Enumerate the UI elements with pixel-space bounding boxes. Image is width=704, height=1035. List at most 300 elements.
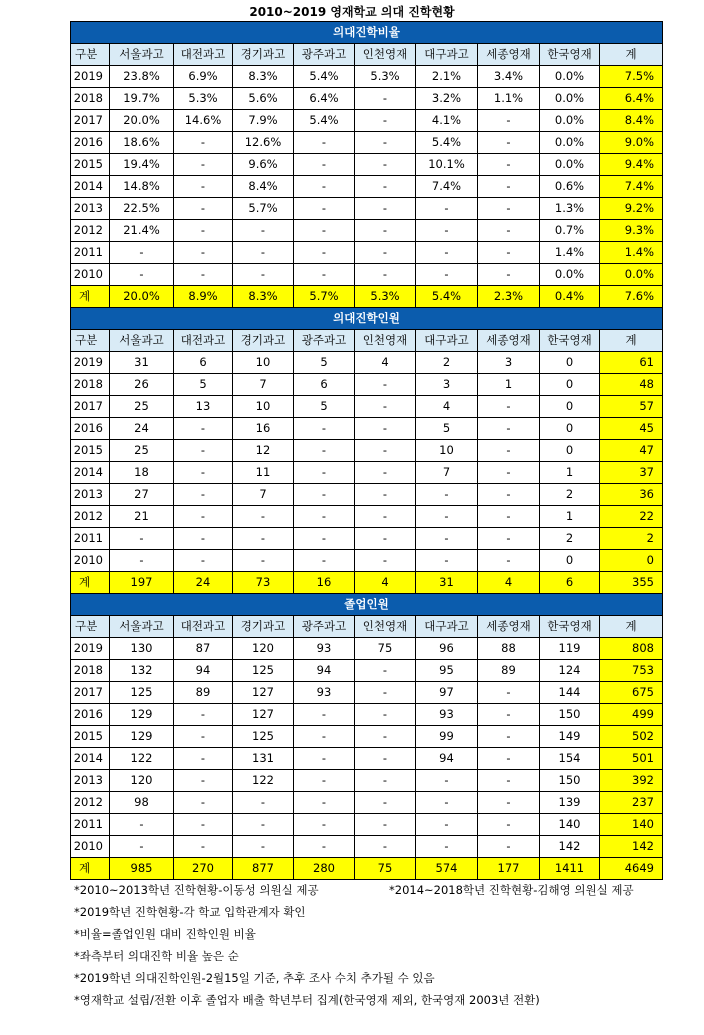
table-cell: - [233, 506, 294, 528]
total-cell: 1.4% [600, 242, 663, 264]
table-cell: 98 [110, 792, 174, 814]
table-cell: 10 [233, 396, 294, 418]
section-title: 의대진학비율 [71, 22, 663, 44]
total-cell: 8.4% [600, 110, 663, 132]
table-cell: - [174, 726, 233, 748]
table-cell: - [355, 506, 416, 528]
table-cell: 19.4% [110, 154, 174, 176]
table-cell: 93 [294, 682, 355, 704]
table-cell: 21.4% [110, 220, 174, 242]
table-cell: - [416, 264, 478, 286]
table-row [71, 506, 663, 528]
total-cell: 7.5% [600, 66, 663, 88]
table-cell: - [294, 836, 355, 858]
table-cell: 26 [110, 374, 174, 396]
table-cell: 20.0% [110, 110, 174, 132]
table-row [71, 264, 663, 286]
total-cell: 392 [600, 770, 663, 792]
total-cell: 985 [110, 858, 174, 880]
table-cell: 94 [174, 660, 233, 682]
table-cell: - [478, 110, 540, 132]
table-cell: - [355, 528, 416, 550]
table-cell: 130 [110, 638, 174, 660]
table-cell: 5.7% [233, 198, 294, 220]
column-header: 대전과고 [174, 44, 233, 66]
year-cell: 2017 [71, 110, 110, 132]
year-cell: 2013 [71, 198, 110, 220]
table-cell: - [355, 660, 416, 682]
table-cell: - [174, 220, 233, 242]
table-cell: - [355, 88, 416, 110]
footnote-row: *2019학년 의대진학인원-2월15일 기준, 추후 조사 수치 추가될 수 있음 [74, 971, 435, 985]
table-row [71, 220, 663, 242]
table-cell: 127 [233, 704, 294, 726]
year-cell: 2014 [71, 176, 110, 198]
table-cell: 96 [416, 638, 478, 660]
table-cell: - [294, 726, 355, 748]
total-cell: 808 [600, 638, 663, 660]
table-cell: 5.4% [294, 110, 355, 132]
total-cell: 37 [600, 462, 663, 484]
column-header: 세종영재 [478, 330, 540, 352]
table-cell: 139 [540, 792, 600, 814]
section-title-row [71, 22, 663, 44]
table-cell: 13 [174, 396, 233, 418]
table-cell: 31 [110, 352, 174, 374]
column-header: 구분 [71, 44, 110, 66]
column-header: 구분 [71, 616, 110, 638]
table-cell: 142 [540, 836, 600, 858]
year-cell: 2013 [71, 484, 110, 506]
table-cell: 0.0% [540, 110, 600, 132]
total-cell: 5.7% [294, 286, 355, 308]
table-cell: 22.5% [110, 198, 174, 220]
table-cell: - [294, 748, 355, 770]
table-cell: 0.0% [540, 88, 600, 110]
table-cell: - [478, 154, 540, 176]
table-cell: 144 [540, 682, 600, 704]
column-header: 세종영재 [478, 616, 540, 638]
section-title: 의대진학인원 [71, 308, 663, 330]
table-cell: 97 [416, 682, 478, 704]
table-cell: - [233, 528, 294, 550]
column-header: 대전과고 [174, 330, 233, 352]
table-row [71, 396, 663, 418]
table-cell: - [174, 418, 233, 440]
total-cell: 0.4% [540, 286, 600, 308]
total-cell: 73 [233, 572, 294, 594]
year-cell: 2015 [71, 440, 110, 462]
table-cell: 14.8% [110, 176, 174, 198]
year-cell: 2016 [71, 418, 110, 440]
table-cell: - [478, 770, 540, 792]
table-cell: - [416, 836, 478, 858]
table-cell: - [355, 264, 416, 286]
table-cell: 18 [110, 462, 174, 484]
table-cell: - [294, 242, 355, 264]
table-cell: 5 [416, 418, 478, 440]
section-title: 졸업인원 [71, 594, 663, 616]
table-cell: - [478, 682, 540, 704]
column-header: 대전과고 [174, 616, 233, 638]
table-cell: - [294, 176, 355, 198]
table-cell: 132 [110, 660, 174, 682]
table-cell: 5 [294, 352, 355, 374]
table-cell: 94 [294, 660, 355, 682]
year-cell: 2013 [71, 770, 110, 792]
total-cell: 7.4% [600, 176, 663, 198]
table-cell: - [416, 770, 478, 792]
table-cell: - [355, 770, 416, 792]
table-cell: 21 [110, 506, 174, 528]
table-cell: 9.6% [233, 154, 294, 176]
table-cell: 5.4% [416, 132, 478, 154]
table-row [71, 484, 663, 506]
table-cell: 25 [110, 440, 174, 462]
total-cell: 177 [478, 858, 540, 880]
table-row [71, 682, 663, 704]
table-row [71, 352, 663, 374]
table-cell: 7 [416, 462, 478, 484]
table-cell: 1 [540, 506, 600, 528]
table-cell: - [478, 264, 540, 286]
table-cell: 0.6% [540, 176, 600, 198]
total-row [71, 572, 663, 594]
table-cell: 129 [110, 704, 174, 726]
table-cell: 23.8% [110, 66, 174, 88]
total-cell: 75 [355, 858, 416, 880]
table-cell: 25 [110, 396, 174, 418]
table-cell: - [174, 506, 233, 528]
table-row [71, 242, 663, 264]
table-cell: - [174, 154, 233, 176]
total-label: 계 [71, 286, 110, 308]
table-cell: - [355, 814, 416, 836]
table-row [71, 704, 663, 726]
year-cell: 2012 [71, 792, 110, 814]
column-header-row [71, 616, 663, 638]
total-cell: 142 [600, 836, 663, 858]
table-row [71, 66, 663, 88]
total-cell: 6 [540, 572, 600, 594]
table-cell: - [174, 836, 233, 858]
table-cell: 18.6% [110, 132, 174, 154]
total-cell: 237 [600, 792, 663, 814]
table-cell: 75 [355, 638, 416, 660]
total-cell: 7.6% [600, 286, 663, 308]
table-cell: - [233, 264, 294, 286]
table-cell: 122 [233, 770, 294, 792]
table-cell: - [478, 220, 540, 242]
table-cell: - [294, 462, 355, 484]
year-cell: 2015 [71, 154, 110, 176]
total-cell: 22 [600, 506, 663, 528]
table-cell: - [233, 792, 294, 814]
table-cell: 89 [478, 660, 540, 682]
total-cell: 0.0% [600, 264, 663, 286]
column-header: 계 [600, 44, 663, 66]
table-cell: - [233, 814, 294, 836]
total-cell: 45 [600, 418, 663, 440]
table-cell: - [294, 704, 355, 726]
table-cell: - [174, 704, 233, 726]
table-cell: 124 [540, 660, 600, 682]
total-cell: 9.3% [600, 220, 663, 242]
table-cell: - [416, 550, 478, 572]
table-row [71, 792, 663, 814]
table-cell: 0.0% [540, 132, 600, 154]
table-cell: - [355, 462, 416, 484]
table-cell: 7 [233, 484, 294, 506]
table-cell: 150 [540, 704, 600, 726]
year-cell: 2019 [71, 66, 110, 88]
total-cell: 9.0% [600, 132, 663, 154]
section-title-row [71, 594, 663, 616]
total-cell: 675 [600, 682, 663, 704]
table-cell: - [355, 792, 416, 814]
table-row [71, 748, 663, 770]
column-header: 한국영재 [540, 44, 600, 66]
table-cell: 3 [478, 352, 540, 374]
footnote-left: *2010~2013학년 진학현황-이동성 의원실 제공 [74, 883, 319, 897]
table-cell: 120 [110, 770, 174, 792]
year-cell: 2010 [71, 836, 110, 858]
year-cell: 2010 [71, 550, 110, 572]
total-cell: 753 [600, 660, 663, 682]
table-cell: - [416, 506, 478, 528]
table-cell: 5.4% [294, 66, 355, 88]
table-cell: 140 [540, 814, 600, 836]
column-header: 광주과고 [294, 616, 355, 638]
table-cell: 125 [233, 660, 294, 682]
total-cell: 24 [174, 572, 233, 594]
table-row [71, 88, 663, 110]
table-cell: 120 [233, 638, 294, 660]
table-cell: - [110, 836, 174, 858]
table-cell: 2 [416, 352, 478, 374]
table-cell: - [174, 550, 233, 572]
total-cell: 197 [110, 572, 174, 594]
column-header-row [71, 44, 663, 66]
table-cell: 2.1% [416, 66, 478, 88]
total-cell: 501 [600, 748, 663, 770]
year-cell: 2010 [71, 264, 110, 286]
table-cell: 131 [233, 748, 294, 770]
table-cell: - [355, 374, 416, 396]
table-row [71, 110, 663, 132]
table-row [71, 770, 663, 792]
year-cell: 2018 [71, 660, 110, 682]
table-cell: - [355, 836, 416, 858]
table-cell: - [294, 484, 355, 506]
table-cell: - [174, 440, 233, 462]
column-header: 인천영재 [355, 44, 416, 66]
year-cell: 2018 [71, 374, 110, 396]
table-cell: - [416, 792, 478, 814]
table-cell: 2 [540, 528, 600, 550]
table-cell: - [416, 528, 478, 550]
admission-tables [70, 21, 662, 880]
total-cell: 4 [355, 572, 416, 594]
table-row [71, 462, 663, 484]
table-cell: - [478, 242, 540, 264]
table-cell: - [233, 550, 294, 572]
table-cell: - [174, 462, 233, 484]
total-cell: 9.2% [600, 198, 663, 220]
footnote-row: *비율=졸업인원 대비 진학인원 비율 [74, 927, 256, 941]
table-row [71, 418, 663, 440]
year-cell: 2015 [71, 726, 110, 748]
year-cell: 2011 [71, 528, 110, 550]
table-cell: - [294, 198, 355, 220]
table-row [71, 660, 663, 682]
total-cell: 877 [233, 858, 294, 880]
table-cell: - [110, 814, 174, 836]
table-cell: 87 [174, 638, 233, 660]
table-cell: - [478, 528, 540, 550]
table-cell: 1 [540, 462, 600, 484]
table-cell: - [416, 242, 478, 264]
table-cell: 4.1% [416, 110, 478, 132]
year-cell: 2014 [71, 462, 110, 484]
table-cell: 0 [540, 550, 600, 572]
table-cell: - [416, 220, 478, 242]
table-cell: 2 [540, 484, 600, 506]
total-cell: 502 [600, 726, 663, 748]
table-cell: - [294, 770, 355, 792]
total-cell: 8.3% [233, 286, 294, 308]
total-cell: 4649 [600, 858, 663, 880]
table-cell: - [355, 198, 416, 220]
table-cell: 10.1% [416, 154, 478, 176]
column-header: 대구과고 [416, 616, 478, 638]
total-row [71, 858, 663, 880]
column-header: 한국영재 [540, 616, 600, 638]
table-cell: 125 [110, 682, 174, 704]
table-cell: 6.9% [174, 66, 233, 88]
table-cell: - [174, 242, 233, 264]
table-cell: 5 [294, 396, 355, 418]
table-cell: - [110, 242, 174, 264]
table-cell: - [110, 528, 174, 550]
column-header: 경기과고 [233, 330, 294, 352]
table-cell: - [174, 814, 233, 836]
table-cell: - [110, 264, 174, 286]
table-cell: 6 [294, 374, 355, 396]
table-cell: 93 [416, 704, 478, 726]
column-header: 인천영재 [355, 616, 416, 638]
column-header: 서울과고 [110, 44, 174, 66]
table-cell: - [294, 528, 355, 550]
table-cell: 1.3% [540, 198, 600, 220]
table-cell: - [294, 132, 355, 154]
table-row [71, 528, 663, 550]
column-header: 광주과고 [294, 44, 355, 66]
table-cell: 27 [110, 484, 174, 506]
table-cell: - [416, 198, 478, 220]
table-cell: - [478, 814, 540, 836]
table-cell: - [294, 440, 355, 462]
table-cell: - [355, 220, 416, 242]
total-label: 계 [71, 572, 110, 594]
table-cell: - [233, 242, 294, 264]
table-cell: 5.3% [355, 66, 416, 88]
total-cell: 140 [600, 814, 663, 836]
year-cell: 2012 [71, 220, 110, 242]
table-cell: - [478, 726, 540, 748]
table-cell: 95 [416, 660, 478, 682]
table-cell: - [416, 484, 478, 506]
table-cell: 0 [540, 418, 600, 440]
year-cell: 2012 [71, 506, 110, 528]
table-cell: - [355, 176, 416, 198]
table-cell: - [294, 550, 355, 572]
year-cell: 2018 [71, 88, 110, 110]
total-cell: 4 [478, 572, 540, 594]
table-cell: - [478, 836, 540, 858]
table-cell: - [355, 726, 416, 748]
table-cell: 154 [540, 748, 600, 770]
table-cell: 8.3% [233, 66, 294, 88]
total-cell: 20.0% [110, 286, 174, 308]
table-cell: - [174, 484, 233, 506]
table-cell: 125 [233, 726, 294, 748]
column-header-row [71, 330, 663, 352]
table-cell: 119 [540, 638, 600, 660]
total-cell: 574 [416, 858, 478, 880]
table-cell: 6.4% [294, 88, 355, 110]
table-row [71, 198, 663, 220]
table-cell: - [174, 132, 233, 154]
total-cell: 2 [600, 528, 663, 550]
table-cell: - [478, 792, 540, 814]
table-cell: - [478, 198, 540, 220]
table-cell: 5.3% [174, 88, 233, 110]
table-cell: - [355, 704, 416, 726]
table-cell: 5.6% [233, 88, 294, 110]
total-cell: 57 [600, 396, 663, 418]
total-cell: 0 [600, 550, 663, 572]
table-cell: - [478, 704, 540, 726]
total-cell: 5.3% [355, 286, 416, 308]
table-cell: 3.2% [416, 88, 478, 110]
table-cell: - [174, 748, 233, 770]
year-cell: 2017 [71, 682, 110, 704]
footnote-right: *2014~2018학년 진학현황-김해영 의원실 제공 [389, 883, 634, 897]
table-cell: 1.1% [478, 88, 540, 110]
table-cell: - [294, 154, 355, 176]
year-cell: 2019 [71, 352, 110, 374]
total-cell: 1411 [540, 858, 600, 880]
table-cell: - [294, 792, 355, 814]
section-title-row [71, 308, 663, 330]
table-cell: 127 [233, 682, 294, 704]
table-cell: 94 [416, 748, 478, 770]
table-cell: 0.0% [540, 66, 600, 88]
table-row [71, 154, 663, 176]
column-header: 광주과고 [294, 330, 355, 352]
table-cell: 7.4% [416, 176, 478, 198]
table-cell: - [478, 462, 540, 484]
year-cell: 2019 [71, 638, 110, 660]
table-cell: 4 [355, 352, 416, 374]
table-cell: - [110, 550, 174, 572]
table-cell: 7 [233, 374, 294, 396]
year-cell: 2014 [71, 748, 110, 770]
table-cell: 0 [540, 374, 600, 396]
table-cell: 1.4% [540, 242, 600, 264]
total-cell: 499 [600, 704, 663, 726]
